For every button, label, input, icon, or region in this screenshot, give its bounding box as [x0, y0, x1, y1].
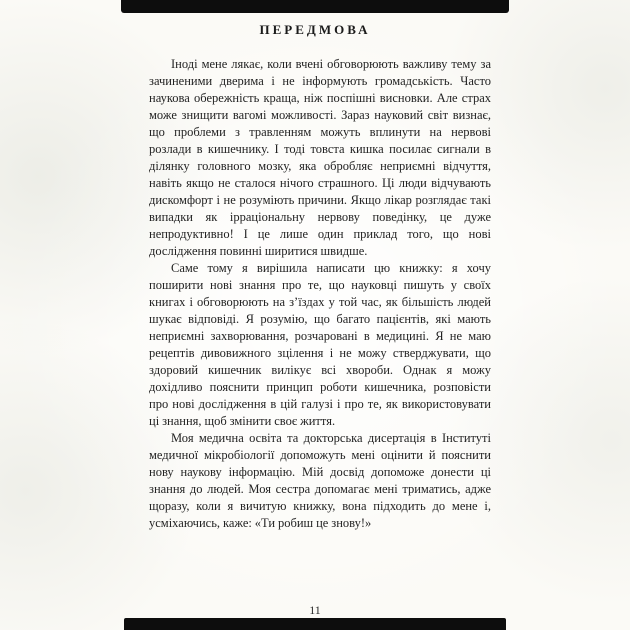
chapter-heading: ПЕРЕДМОВА: [259, 22, 371, 37]
page-body-text: [149, 56, 491, 608]
paragraph: Іноді мене лякає, коли вчені обговорюють важливу тему за зачиненими дверима і не інформують громадськість. Часто наукова обережність краща, ніж поспішні висновки. Але страх може знищити вагомі можливості. Зараз науковий світ визнає, що проблеми з травленням можуть вплинути на нервові розлади в кишечнику. І тоді товста кишка посилає сигнали в ділянку головного мозку, яка обробляє неприємні відчуття, навіть якщо не сталося нічого страшного. Ці люди відчувають дискомфорт і не розуміють причини. Якщо лікар розглядає такі випадки як ірраціональну нервову поведінку, це дуже непродуктивно! І це лише один приклад того, що нові дослідження повинні ширитися швидше.: [149, 57, 491, 258]
paragraph: Моя медична освіта та докторська дисертація в Інституті медичної мікробіології допоможуть мені оцінити й пояснити нову наукову інформацію. Мій досвід допоможе донести ці знання до людей. Моя сестра допомагає мені триматись, адже щоразу, коли я вичитую книжку, вона підходить до мене і, усміхаючись, каже: «Ти робиш це знову!»: [149, 431, 491, 530]
bottom-edge-bar: [124, 618, 506, 630]
page-number: 11: [309, 603, 321, 617]
paragraph: Саме тому я вирішила написати цю книжку: я хочу поширити нові знання про те, що науковці пишуть у своїх книгах і обговорюють на з’їздах у той час, як більшість людей шукає відповіді. Я розумію, що багато пацієнтів, які мають неприємні захворювання, розчаровані в медицині. Я не маю рецептів дивовижного зцілення і не можу стверджувати, що здоровий кишечник вилікує всі хвороби. Однак я можу дохідливо пояснити принцип роботи кишечника, розповісти про нові дослідження в цій галузі і про те, як використовувати ці знання, щоб змінити своє життя.: [149, 261, 491, 428]
top-edge-bar: [121, 0, 509, 13]
